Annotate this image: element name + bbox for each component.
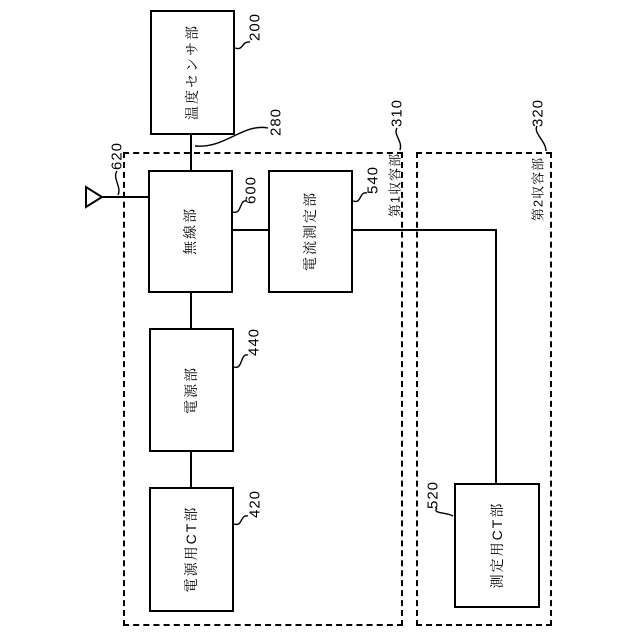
label-wireless: 無線部 — [182, 207, 198, 255]
label-enclosure-1: 第1収容部 — [387, 152, 403, 218]
wire-currentmeasure-to-measurect-horizontal — [353, 229, 497, 231]
label-current-measure: 電流測定部 — [302, 191, 318, 271]
label-enclosure-2: 第2収容部 — [530, 156, 546, 222]
wire-wireless-to-currentmeasure — [233, 229, 268, 231]
ref-320: 320 — [529, 98, 547, 128]
wire-antenna-to-wireless — [101, 196, 149, 198]
leader-line-620 — [116, 171, 119, 195]
ref-520: 520 — [424, 480, 442, 510]
label-measure-ct: 測定用CT部 — [489, 501, 505, 589]
ref-540: 540 — [364, 165, 382, 195]
wire-wireless-to-power — [190, 293, 192, 328]
wire-tempsensor-to-wireless — [190, 135, 192, 170]
ref-200: 200 — [246, 12, 264, 42]
ref-420: 420 — [246, 489, 264, 519]
label-temp-sensor: 温度センサ部 — [184, 24, 200, 120]
leader-line-320 — [536, 126, 546, 151]
ref-280: 280 — [267, 107, 285, 137]
antenna-icon — [86, 187, 102, 207]
ref-600: 600 — [242, 175, 260, 205]
leader-line-200 — [235, 42, 250, 49]
ref-310: 310 — [388, 98, 406, 128]
label-power-ct: 電源用CT部 — [183, 505, 199, 593]
ref-440: 440 — [245, 327, 263, 357]
wire-currentmeasure-to-measurect-vertical — [495, 229, 497, 483]
ref-620: 620 — [108, 141, 126, 171]
label-power: 電源部 — [183, 366, 199, 414]
wire-power-to-powerct — [190, 452, 192, 487]
leader-line-310 — [396, 128, 401, 150]
